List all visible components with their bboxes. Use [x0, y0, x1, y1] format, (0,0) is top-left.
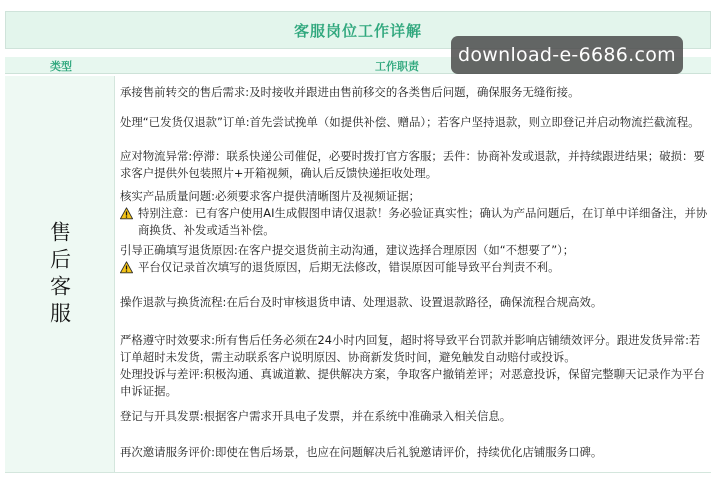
duty-item: [120, 242, 710, 276]
duty-item: [120, 148, 710, 182]
header-type: 类型: [50, 60, 72, 73]
duty-text: 再次邀请服务评价:即使在售后场景，也应在问题解决后礼貌邀请评价，持续优化店铺服务口碑。: [120, 445, 603, 459]
header-duty: 工作职责: [375, 60, 419, 73]
warning-line: [120, 259, 710, 276]
duty-item: [120, 114, 710, 131]
type-label: 售后客服: [47, 220, 72, 329]
duty-item: [120, 188, 710, 239]
type-cell: [5, 76, 115, 473]
warning-icon: [120, 207, 133, 220]
duty-text: 登记与开具发票:根据客户需求开具电子发票，并在系统中准确录入相关信息。: [120, 409, 512, 423]
duty-item: [120, 366, 710, 400]
watermark-badge: download-e-6686.com: [451, 36, 683, 74]
page-title: 客服岗位工作详解: [5, 11, 711, 49]
duty-text: 引导正确填写退货原因:在客户提交退货前主动沟通，建议选择合理原因（如“不想要了”）；: [120, 243, 575, 257]
warning-icon: [120, 261, 133, 274]
duty-text: 严格遵守时效要求:所有售后任务必须在24小时内回复，超时将导致平台罚款并影响店铺绩效评分。跟进发货异常:若订单超时未发货，需主动联系客户说明原因、协商新发货时间，避免触发自动赔付或投诉。: [120, 333, 701, 364]
duty-item: [120, 444, 710, 461]
duty-item: [120, 294, 710, 311]
duty-text: 操作退款与换货流程:在后台及时审核退货申请、处理退款、设置退款路径，确保流程合规高效。: [120, 295, 603, 309]
duty-item: [120, 84, 710, 101]
warning-text: 平台仅记录首次填写的退货原因，后期无法修改，错误原因可能导致平台判责不利。: [138, 260, 560, 274]
warning-line: [120, 205, 710, 239]
warning-text: 特别注意：已有客户使用AI生成假图申请仅退款！务必验证真实性；确认为产品问题后，在订单中详细备注，并协商换货、补发或适当补偿。: [138, 206, 708, 237]
duty-text: 应对物流异常:停滞：联系快递公司催促，必要时拨打官方客服；丢件：协商补发或退款，并持续跟进结果；破损：要求客户提供外包装照片+开箱视频，确认后反馈快递拒收处理。: [120, 149, 705, 180]
duty-text: 核实产品质量问题:必须要求客户提供清晰图片及视频证据；: [120, 189, 420, 203]
duty-text: 处理“已发货仅退款”订单:首先尝试挽单（如提供补偿、赠品）；若客户坚持退款，则立即登记并启动物流拦截流程。: [120, 115, 700, 129]
duty-item: [120, 332, 710, 366]
duty-text: 承接售前转交的售后需求:及时接收并跟进由售前移交的各类售后问题，确保服务无缝衔接。: [120, 85, 580, 99]
duty-text: 处理投诉与差评:积极沟通、真诚道歉、提供解决方案，争取客户撤销差评；对恶意投诉，保留完整聊天记录作为平台申诉证据。: [120, 367, 705, 398]
bottom-border: [5, 472, 711, 473]
duty-item: [120, 408, 710, 425]
